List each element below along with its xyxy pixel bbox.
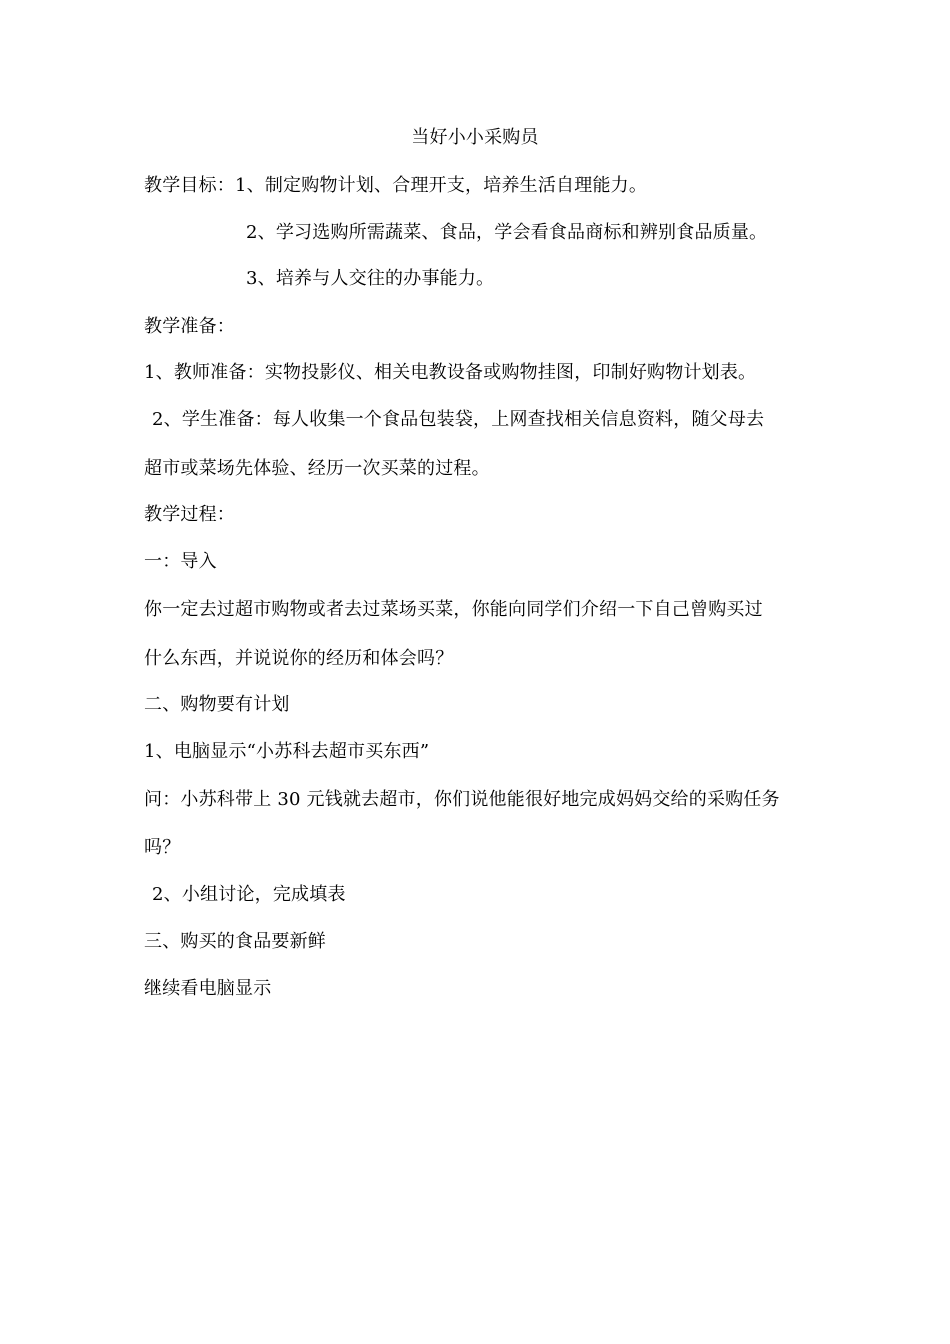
section2-item-1: 1、电脑显示“小苏科去超市买东西” [144, 741, 430, 762]
section2-heading: 二、购物要有计划 [144, 694, 290, 715]
section3-text: 继续看电脑显示 [144, 978, 272, 999]
preparation-heading: 教学准备： [144, 316, 235, 337]
process-heading: 教学过程： [144, 504, 235, 525]
preparation-line-2: 2、学生准备：每人收集一个食品包装袋，上网查找相关信息资料，随父母去 [152, 409, 765, 430]
section1-text-line-1: 你一定去过超市购物或者去过菜场买菜，你能向同学们介绍一下自己曾购买过 [144, 599, 763, 620]
objective-line-2: 2、学习选购所需蔬菜、食品，学会看食品商标和辨别食品质量。 [246, 222, 768, 243]
section2-item-2: 问：小苏科带上 30 元钱就去超市，你们说他能很好地完成妈妈交给的采购任务 [144, 789, 780, 810]
section1-heading: 一：导入 [144, 551, 217, 572]
preparation-line-3: 超市或菜场先体验、经历一次买菜的过程。 [144, 458, 490, 479]
section2-item-3: 吗？ [144, 837, 181, 858]
section2-item-4: 2、小组讨论，完成填表 [152, 884, 346, 905]
section1-text-line-2: 什么东西，并说说你的经历和体会吗？ [144, 648, 454, 669]
document-title: 当好小小采购员 [411, 127, 539, 148]
objective-line-1: 教学目标：1、制定购物计划、合理开支，培养生活自理能力。 [144, 175, 648, 196]
section3-heading: 三、购买的食品要新鲜 [144, 931, 326, 952]
preparation-line-1: 1、教师准备：实物投影仪、相关电教设备或购物挂图，印制好购物计划表。 [144, 362, 757, 383]
objective-line-3: 3、培养与人交往的办事能力。 [246, 268, 495, 289]
